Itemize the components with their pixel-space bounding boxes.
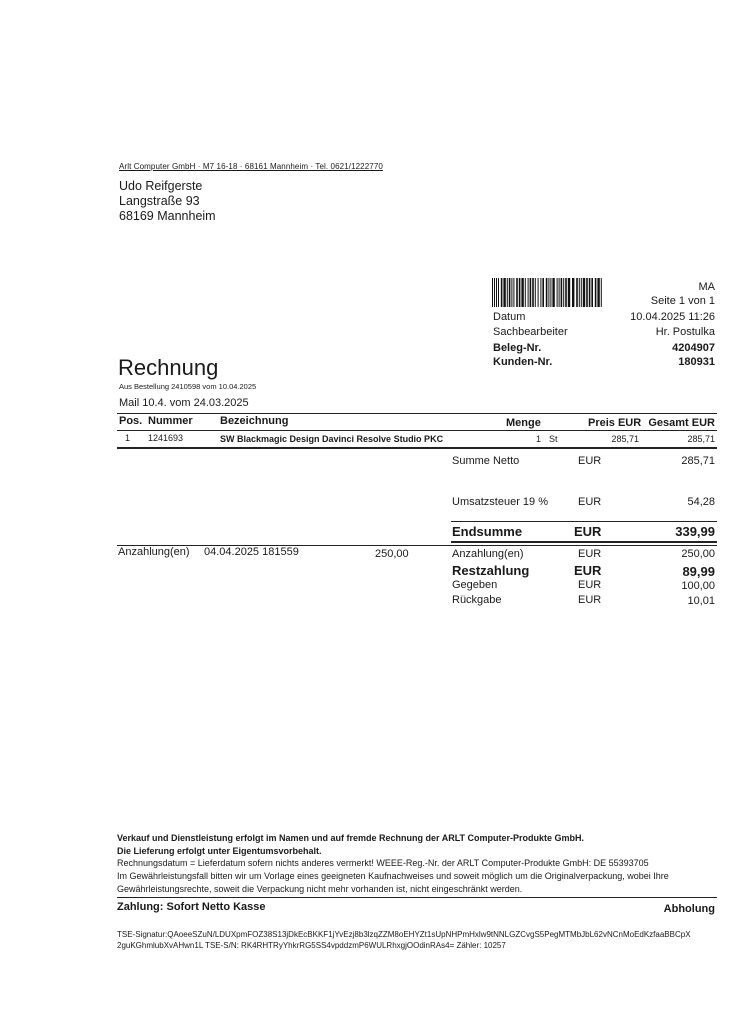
page-indicator: Seite 1 von 1: [650, 295, 715, 307]
footer-line-3: Rechnungsdatum = Lieferdatum sofern nichts anderes vermerkt! WEEE-Reg.-Nr. der ARLT Computer-Produkte GmbH: DE 55393705: [117, 858, 649, 868]
item-designation: SW Blackmagic Design Davinci Resolve Studio PKC: [220, 434, 444, 444]
endsum-value: 339,99: [675, 524, 715, 539]
tse-serial: 2guKGhmlubXvAHwn1L TSE-S/N: RK4RHTRyYhkrRG5SS4vpddzmP6WULRhxgjOOdinRAs4= Zähler: 10257: [117, 941, 506, 950]
rest-currency: EUR: [574, 563, 602, 578]
given-currency: EUR: [578, 579, 602, 591]
clerk-value: Hr. Postulka: [655, 326, 715, 338]
table-top-rule: [117, 413, 717, 414]
col-header-price: Preis EUR: [588, 417, 642, 429]
order-reference: Aus Bestellung 2410598 vom 10.04.2025: [119, 382, 257, 391]
recipient-name: Udo Reifgerste: [119, 179, 203, 193]
document-title: Rechnung: [118, 355, 219, 380]
doc-number-value: 4204907: [672, 342, 715, 354]
rest-value: 89,99: [682, 564, 715, 579]
vat-label: Umsatzsteuer 19 %: [452, 496, 548, 508]
item-number: 1241693: [148, 433, 184, 443]
items-bottom-rule: [117, 447, 717, 449]
footer-line-5: Gewährleistungsrechte, soweit die Verpackung nicht mehr vorhanden ist, nicht eingeschränkt werden.: [117, 884, 523, 894]
col-header-designation: Bezeichnung: [220, 415, 289, 427]
col-header-qty: Menge: [506, 417, 541, 429]
item-pos: 1: [125, 433, 131, 443]
endsum-currency: EUR: [574, 524, 602, 539]
vat-value: 54,28: [687, 496, 715, 508]
footer-line-1: Verkauf und Dienstleistung erfolgt im Namen und auf fremde Rechnung der ARLT Computer-Produkte GmbH.: [117, 833, 585, 843]
col-header-number: Nummer: [148, 415, 193, 427]
change-label: Rückgabe: [452, 594, 502, 606]
footer-rule: [117, 897, 717, 898]
endsum-label: Endsumme: [452, 524, 523, 539]
deposit-right-value: 250,00: [681, 548, 715, 560]
net-currency: EUR: [578, 455, 602, 467]
footer-line-4: Im Gewährleistungsfall bitten wir um Vorlage eines geeigneten Kaufnachweises und soweit möglich um die Originalverpackung, wobei Ihre: [117, 871, 669, 881]
doc-number-label: Beleg-Nr.: [493, 342, 542, 354]
given-value: 100,00: [681, 580, 715, 592]
payment-terms: Zahlung: Sofort Netto Kasse: [117, 901, 266, 913]
barcode: [492, 278, 602, 307]
deposit-reference: 04.04.2025 181559: [204, 546, 299, 558]
vat-currency: EUR: [578, 496, 602, 508]
customer-number-label: Kunden-Nr.: [493, 356, 553, 368]
pickup-label: Abholung: [663, 903, 715, 915]
deposit-label: Anzahlung(en): [118, 546, 190, 558]
tse-signature: TSE-Signatur:QAoeeSZuN/LDUXpmFOZ38S13jDkEcBKKF1jYvEzj8b3lzqZZM8oEHYZt1sUpNHPmHxlw9tNNLGZCvgS5PegMTMbJbL62vNCnMoEdKzfaaBBCpX: [117, 930, 691, 939]
item-unit: St: [549, 434, 558, 444]
note-line: Mail 10.4. vom 24.03.2025: [119, 397, 249, 409]
change-value: 10,01: [687, 595, 715, 607]
meta-code: MA: [698, 281, 715, 293]
date-value: 10.04.2025 11:26: [630, 311, 715, 323]
endsum-bottom-rule: [451, 541, 717, 543]
deposit-right-currency: EUR: [578, 548, 602, 560]
item-qty: 1: [536, 434, 542, 444]
col-header-total: Gesamt EUR: [648, 417, 715, 429]
net-label: Summe Netto: [452, 455, 520, 467]
col-header-pos: Pos.: [119, 415, 143, 427]
change-currency: EUR: [578, 594, 602, 606]
given-label: Gegeben: [452, 579, 498, 591]
customer-number-value: 180931: [678, 356, 715, 368]
recipient-city: 68169 Mannheim: [119, 209, 216, 223]
footer-line-2: Die Lieferung erfolgt unter Eigentumsvorbehalt.: [117, 846, 322, 856]
net-value: 285,71: [681, 455, 715, 467]
deposit-right-label: Anzahlung(en): [452, 548, 524, 560]
recipient-street: Langstraße 93: [119, 194, 200, 208]
item-total: 285,71: [687, 434, 715, 444]
deposit-amount: 250,00: [375, 548, 409, 560]
rest-label: Restzahlung: [452, 563, 530, 578]
date-label: Datum: [493, 311, 526, 323]
sender-line: Arlt Computer GmbH · M7 16-18 · 68161 Mannheim · Tel. 0621/1222770: [119, 162, 383, 171]
item-price: 285,71: [611, 434, 639, 444]
clerk-label: Sachbearbeiter: [493, 326, 568, 338]
header-rule: [117, 430, 717, 431]
endsum-top-rule: [451, 521, 717, 522]
